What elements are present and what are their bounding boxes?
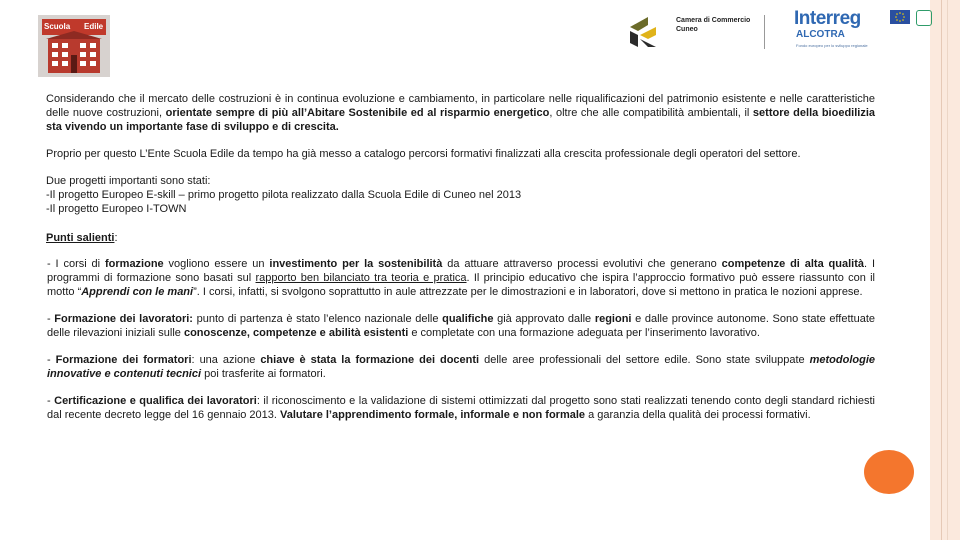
interreg-title: Interreg <box>794 8 861 29</box>
highlight-trainers-training: - Formazione dei formatori: una azione chiave è stata la formazione dei docenti delle aree professionali del settore edile. Sono state sviluppate metodologie innovative e contenuti tecnici poi trasferite ai formatori. <box>47 354 876 380</box>
right-decorative-band <box>930 0 960 540</box>
document-body <box>46 92 875 422</box>
highlight-training: - I corsi di formazione vogliono essere un investimento per la sostenibilità da attuare attraverso processi evolutivi che generano competenze di alta qualità. I programmi di formazione sono basati sul rapporto ben bilanciato tra teoria e pratica. Il principio educativo che ispira l’approccio formativo può essere riassunto con il motto “Apprendi con le mani”. I corsi, infatti, si svolgono soprattutto in aule attrezzate per le dimostrazioni e in laboratori, dove si mettono in pratica le nozioni apprese. <box>47 258 876 298</box>
projects-list: Due progetti importanti sono stati: -Il progetto Europeo E-skill – primo progetto pilota realizzato dalla Scuola Edile di Cuneo nel 2013 -Il progetto Europeo I-TOWN <box>46 175 522 215</box>
eu-flag-icon <box>890 10 910 24</box>
logo-divider <box>764 15 765 49</box>
interreg-subtitle: ALCOTRA <box>796 29 845 40</box>
highlights-heading: Punti salienti: <box>46 232 118 244</box>
scuola-edile-logo <box>38 15 110 77</box>
orange-decorative-circle <box>864 450 914 494</box>
band-line <box>941 0 942 540</box>
intro-paragraph-2: Proprio per questo L’Ente Scuola Edile da tempo ha già messo a catalogo percorsi formativi finalizzati alla crescita professionale degli operatori del settore. <box>46 148 801 160</box>
emblem-icon <box>916 10 932 26</box>
svg-text:Scuola: Scuola <box>44 22 71 31</box>
svg-text:Edile: Edile <box>84 22 104 31</box>
intro-paragraph: Considerando che il mercato delle costruzioni è in continua evoluzione e cambiamento, in particolare nelle riqualificazioni del patrimonio esistente e nelle caratteristiche delle nuove costruzioni, orientate sempre di più all’Abitare Sostenibile ed al risparmio energetico, oltre che alle compatibilità ambientali, il settore della bioedilizia sta vivendo un importante fase di sviluppo e di crescita. <box>46 93 876 133</box>
interreg-alcotra-logo <box>794 8 948 54</box>
interreg-fine-print: Fondo europeo per lo sviluppo regionale <box>796 43 868 48</box>
camera-di-commercio-logo <box>626 13 766 51</box>
highlight-certification: - Certificazione e qualifica dei lavoratori: il riconoscimento e la validazione di sistemi ottimizzati dal progetto sono stati realizzati tenendo conto degli standard richiesti dal recente decreto legge del 16 gennaio 2013. Valutare l’apprendimento formale, informale e non formale a garanzia della qualità dei processi formativi. <box>47 395 875 421</box>
camera-line1: Camera di Commercio <box>676 17 751 24</box>
camera-line2: Cuneo <box>676 26 698 33</box>
highlight-workers-training: - Formazione dei lavoratori: punto di partenza è stato l’elenco nazionale delle qualifiche già approvato dalle regioni e dalle province autonome. Sono state effettuate delle rilevazioni iniziali sulle conoscenze, competenze e abilità esistenti e completate con una formazione adeguata per l’inserimento lavorativo. <box>47 313 875 339</box>
band-line <box>947 0 948 540</box>
